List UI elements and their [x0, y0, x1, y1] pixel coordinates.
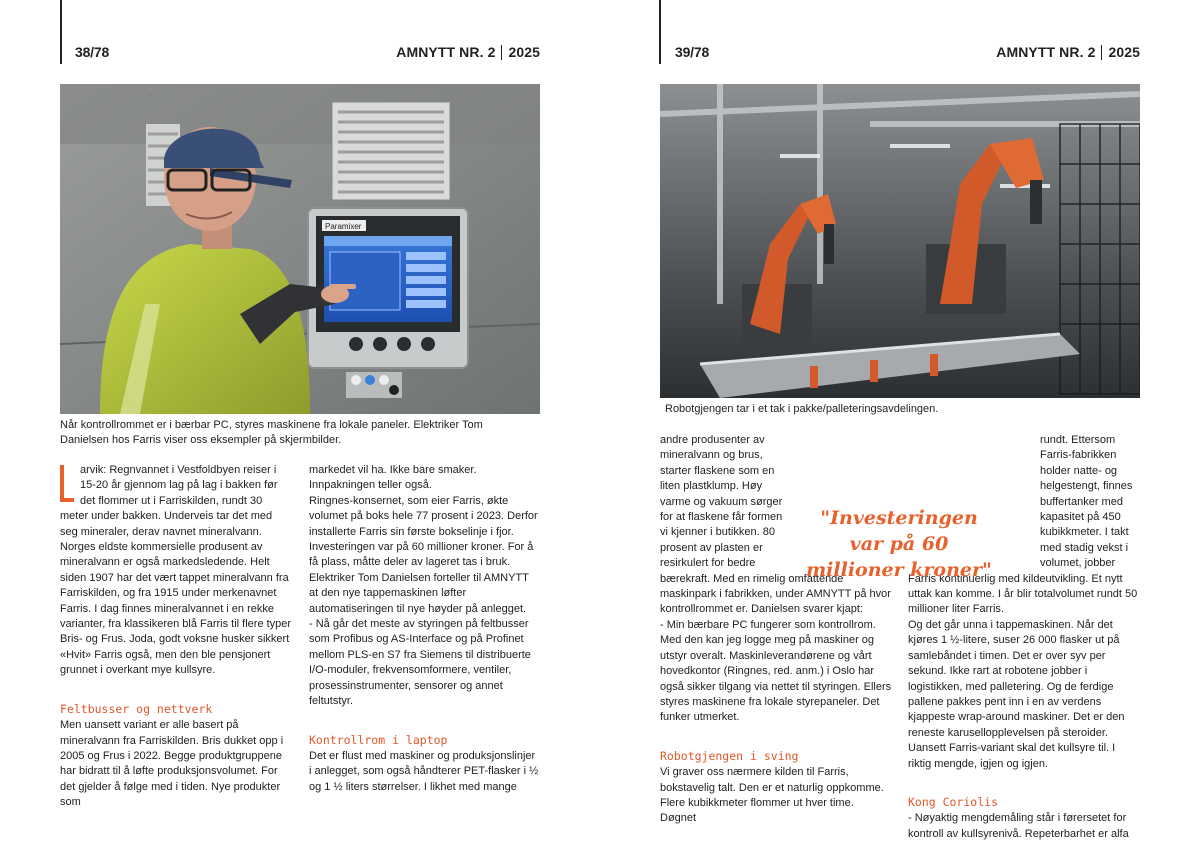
- paragraph: rundt. Ettersom Farris-fabrikken holder natte- og helgestengt, finnes buffertanker med kapasitet på 450 kubikkmeter. I takt med stadig vekst i volumet, jobber Farris kontinuerlig med kildeutvikling. Et nytt uttak kan komme. I år blir totalvolumet rundt 50 millioner liter Farris.: [908, 434, 1138, 616]
- left-column-1: [60, 463, 292, 811]
- left-column-2: [309, 463, 540, 795]
- magazine-year: 2025: [508, 44, 540, 60]
- header-rule: [60, 0, 62, 64]
- paragraph: Vi graver oss nærmere kilden til Farris, bokstavelig talt. Den er et naturlig oppkomme. Flere kubikkmeter flommer ut hver time. Døgnet: [660, 766, 884, 825]
- paragraph: Uansett Farris-variant skal det kullsyre til. I riktig mengde, igjen og igjen.: [908, 742, 1116, 770]
- page-number: 39/78: [675, 44, 710, 60]
- page-number: 38/78: [75, 44, 110, 60]
- intro-paragraph: arvik: Regnvannet i Vestfoldbyen reiser i 15-20 år gjennom lag på lag i bakken før det flommer ut i Farriskilden, rundt 30 meter under bakken. Underveis tar det med seg mineraler, derav navnet mineralvann. Norges eldste kommersielle produsent av mineralvann er også markedsledende. Helt siden 1907 har det vært tappet mineralvann fra Farriskilden, og fra 1915 under merkenavnet Farris. I dag finnes mineralvannet i en rekke varianter, fra klassikeren blå Farris til flere typer Bris- og Frus. Joda, godt voksne husker sikkert «Hvit» Farris også, men den ble pensjonert grunnet i overkant mye kullsyre.: [60, 464, 292, 677]
- vent-right: [332, 102, 450, 200]
- right-page: [600, 0, 1200, 849]
- right-photo-caption: Robotgjengen tar i et tak i pakke/palleteringsavdelingen.: [665, 403, 939, 415]
- paragraph: - Min bærbare PC fungerer som kontrollrom. Med den kan jeg logge meg på maskiner og utstyr overalt. Maskinleverandørene og vårt hovedkontor (Ringnes, red. anm.) i Oslo har også sikker tilgang via nettet til styringen. Ellers styres maskinene fra lokale styrepaneler. Det funker utmerket.: [660, 618, 892, 724]
- photo-sign-mark: ·: [148, 89, 152, 101]
- paragraph: Det er flust med maskiner og produksjonslinjer i anlegget, som også håndterer PET-flasker i ½ og 1 ½ liters størrelser. I likhet med mange: [309, 749, 539, 793]
- subheading-kong-coriolis: Kong Coriolis: [908, 794, 999, 809]
- right-column-1: [660, 433, 892, 827]
- paragraph: Og det går unna i tappemaskinen. Når det kjøres 1 ½-litere, suser 26 000 flasker ut på samlebåndet i timen. Det er over syv per sekund. Ikke rart at robotene jobber i logistikken, med palletering. Og de ferdige pallene pakkes pent inn i en av verdens kjappeste wrap-around maskiner. Det er den reneste karusellopplevelsen på steroider.: [908, 618, 1125, 739]
- paragraph: markedet vil ha. Ikke bare smaker. Innpakningen teller også.: [309, 464, 477, 492]
- paragraph: Men uansett variant er alle basert på mineralvann fra Farriskilden. Bris dukket opp i 2005 og Frus i 2022. Begge produktgruppene har bidratt til å løfte produksjonsvolumet. For det gjelder å følge med i tiden. Nye produkter som: [60, 719, 284, 809]
- panel-brand-label: Paramixer: [325, 222, 362, 231]
- subheading-kontrollrom: Kontrollrom i laptop: [309, 732, 448, 747]
- magazine-title: AMNYTT NR. 2: [396, 44, 496, 60]
- paragraph: - Nøyaktig mengdemåling står i førersetet for kontroll av kullsyrenivå. Repeterbarhet er alfa: [908, 812, 1129, 840]
- electrician-photo: [60, 84, 540, 414]
- magazine-header: [996, 44, 1140, 60]
- drop-cap-L: [60, 465, 74, 502]
- magazine-year: 2025: [1108, 44, 1140, 60]
- subheading-robotgjengen: Robotgjengen i sving: [660, 748, 799, 763]
- paragraph: andre produsenter av mineralvann og brus, starter flaskene som en liten plastklump. Høy varme og vakuum sørger for at flaskene får formen vi kjenner i butikken. 80 prosent av plasten er resirkulert for bedre bærekraft. Med en rimelig omfattende maskinpark i fabrikken, under AMNYTT på hvor kontrollrommet er. Danielsen svarer kjapt:: [660, 434, 891, 616]
- right-column-2: [908, 433, 1140, 842]
- magazine-title: AMNYTT NR. 2: [996, 44, 1096, 60]
- magazine-header: [396, 44, 540, 60]
- pull-quote: "Investeringen var på 60 millioner kroner": [806, 507, 992, 581]
- header-rule: [659, 0, 661, 64]
- panel-buttons: [346, 372, 402, 398]
- paragraph: - Nå går det meste av styringen på feltbusser som Profibus og AS-Interface og på Profinet mellom PLS-en S7 fra Siemens til distribuerte I/O-moduler, frekvensomformere, ventiler, prosessinstrumenter, sensorer og annet feltutstyr.: [309, 618, 531, 708]
- left-photo-caption: Når kontrollrommet er i bærbar PC, styres maskinene fra lokale paneler. Elektriker Tom Danielsen hos Farris viser oss eksempler på skjermbilder.: [60, 419, 483, 446]
- subheading-feltbusser: Feltbusser og nettverk: [60, 701, 213, 716]
- robots-photo: [660, 84, 1140, 398]
- paragraph: Ringnes-konsernet, som eier Farris, økte volumet på boks hele 77 prosent i 2023. Derfor installerte Farris sin første bokselinje i fjor. Investeringen var på 60 millioner kroner. For å få plass, måtte deler av lageret tas i bruk. Elektriker Tom Danielsen forteller til AMNYTT at den nye tappemaskinen løfter automatiseringen til nye høyder på anlegget.: [309, 494, 538, 615]
